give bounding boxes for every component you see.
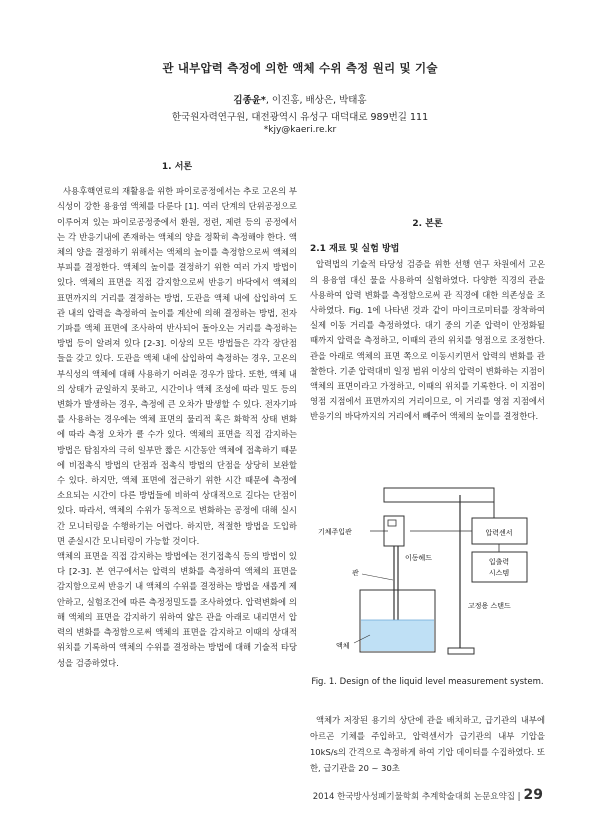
- left-column: [57, 162, 297, 668]
- body-paragraph-2-text: 액체가 저장된 용기의 상단에 관을 배치하고, 급기관의 내부에 아르곤 기체를 주입하고, 압력센서가 급기관의 내부 기압을 10kS/s의 간격으로 측정하게 하여 기압 데이터를 수집하였다. 또한, 급기관을 20 ~ 30초: [310, 715, 545, 773]
- email: *kjy@kaeri.re.kr: [263, 125, 337, 135]
- moving-head-label: 이동헤드: [405, 554, 433, 562]
- corresponding-mark: *: [260, 95, 266, 106]
- intro-paragraph-1: 사용후핵연료의 재활용을 위한 파이로공정에서는 추로 고온의 부식성이 강한 용융염 액체를 다룬다 [1]. 여러 단계의 단위공정으로 이루어져 있는 파이로공정중에서 환원, 정련, 제련 등의 공정에서는 각 반응기내에 존재하는 액체의 양을 정확히 측정해야 한다. 액체의 양을 결정하기 위해서는 액체의 높이를 측정함으로써 액체의 부피를 결정한다. 액체의 높이를 결정하기 위한 여러 가지 방법이 있다. 액체의 표면을 직접 감지함으로써 반응기 바닥에서 액체의 표면까지의 거리를 결정하는 방법, 도관을 액체 내에 삽입하여 도관 내의 압력을 측정하여 높이를 계산에 의해 결정하는 방법, 전자기파를 액체 표면에 조사하여 반사되어 돌아오는 거리를 측정하는 방법 등이 알려져 있다 [2-3]. 이상의 모든 방법들은 각각 장단점들을 갖고 있다. 도관을 액체 내에 삽입하여 측정하는 경우, 고온의 부식성의 액체에 대해 사용하기 어려운 경우가 많다. 또한, 액체 내의 상태가 균일하지 못하고, 시간이나 액체 조성에 따라 밀도 등의 변화가 발생하는 경우, 측정에 큰 오차가 발생할 수 있다. 전자기파를 사용하는 경우에는 액체 표면의 물리적 혹은 화학적 상태 변화에 따라 측정 오차가 클 수가 있다. 액체의 표면을 직접 감지하는 방법은 탐침자의 극히 일부만 짧은 시간동안 액체에 접촉하기 때문에 비접촉식 방법의 단점과 접촉식 방법의 단점을 상당히 보완할 수 있다. 하지만, 액체 표면에 접근하기 위한 시간 때문에 측정에 소요되는 시간이 다른 방법들에 비하여 상대적으로 길다는 단점이 있다. 따라서, 액체의 수위가 동적으로 변화하는 공정에 대해 실시간 모니터링을 수행하기는 어렵다. 하지만, 적절한 방법을 도입하면 준실시간 모니터링이 가능할 것이다.: [57, 186, 297, 546]
- footer-text: 2014 한국방사성폐기물학회 추계학술대회 논문요약집: [312, 792, 515, 802]
- intro-paragraph-2: 액체의 표면을 직접 감지하는 방법에는 전기접촉식 등의 방법이 있다 [2-3]. 본 연구에서는 압력의 변화를 측정하여 액체의 표면을 감지함으로써 반응기 내 액체의 수위를 결정하는 방법을 새롭게 제안하고, 실험조건에 따른 측정정밀도를 조사하였다. 압력변화에 의해 액체의 표면을 감지하기 위하여 얇은 관을 아래로 내리면서 압력의 변화를 측정함으로써 액체의 표면을 감지하고 이때의 상대적 위치를 기록하여 액체의 수위를 결정하는 방법에 대해 기술적 타당성을 검증하였다.: [57, 551, 297, 668]
- figure-1: [310, 480, 545, 680]
- section-heading-intro: 1. 서론: [161, 162, 193, 172]
- page-footer: [313, 787, 543, 803]
- tube-label: 관: [352, 569, 359, 577]
- io-system-box: [472, 552, 527, 582]
- stand-base: [448, 648, 474, 654]
- figure-caption: Fig. 1. Design of the liquid level measurement system.: [311, 677, 544, 687]
- right-column: [310, 155, 545, 425]
- io-system-label-1: 입출력: [488, 558, 510, 566]
- measurement-system-diagram: [310, 480, 545, 680]
- body-paragraph-2: [310, 712, 545, 776]
- stand-label: 고정용 스탠드: [468, 602, 511, 610]
- io-system-label-2: 시스템: [488, 569, 510, 577]
- liquid-label: 액체: [336, 642, 350, 650]
- pressure-sensor-label: 압력센서: [485, 529, 513, 537]
- section-heading-body: 2. 본론: [412, 219, 443, 229]
- affiliation: 한국원자력연구원, 대전광역시 유성구 대덕대로 989번길 111: [171, 112, 429, 123]
- gas-inlet-label: 기체주입관: [318, 528, 352, 536]
- author-line: [0, 92, 600, 106]
- frame-top: [384, 488, 494, 502]
- first-author: 김종윤: [233, 95, 261, 106]
- co-authors: , 이진홍, 배상은, 박태홍: [265, 95, 367, 106]
- footer-separator: |: [517, 792, 521, 802]
- page-number: 29: [523, 787, 543, 803]
- paper-title: 관 내부압력 측정에 의한 액체 수위 측정 원리 및 기술: [162, 61, 438, 75]
- liquid: [361, 620, 434, 651]
- subsection-heading: 2.1 재료 및 실험 방법: [310, 244, 400, 255]
- body-paragraph-1: 압력법의 기술적 타당성 검증을 위한 선행 연구 차원에서 고온의 용융염 대신 물을 사용하여 실험하였다. 다양한 직경의 관을 사용하여 압력 변화를 측정함으로써 관 직경에 대한 의존성을 조사하였다. Fig. 1에 나타낸 것과 같이 마이크로미터를 장착하여 실제 이동 거리를 측정하였다. 대기 중의 기준 압력이 안정화될 때까지 압력을 측정하고, 이때의 관의 위치를 영점으로 조정한다. 관을 아래로 액체의 표면 쪽으로 이동시키면서 압력의 변화를 관찰한다. 기준 압력대비 일정 범위 이상의 압력이 변화하는 지점이 액체의 표면이라고 가정하고, 이때의 위치를 기록한다. 이 지점이 영점 지점에서 표면까지의 거리이므로, 이 거리를 영점 지점에서 반응기의 바닥까지의 거리에서 빼주어 액체의 높이를 결정한다.: [310, 259, 545, 422]
- tube-label-pointer: [362, 574, 393, 580]
